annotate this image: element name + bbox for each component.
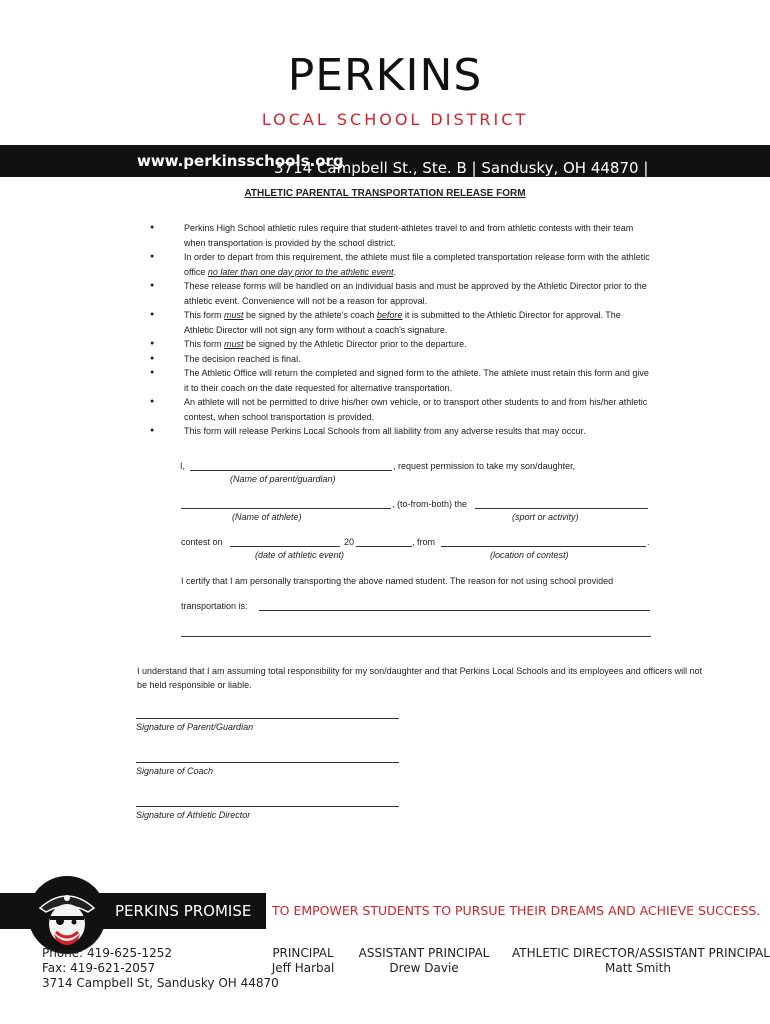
to-from-both-text: , (to-from-both) the [392,499,468,509]
rule-bullet-item [150,308,650,337]
rule-text-segment: The decision reached is final. [184,353,301,364]
mission-statement: TO EMPOWER STUDENTS TO PURSUE THEIR DREAMS AND ACHIEVE SUCCESS. [272,903,761,918]
mailing-address: 3714 Campbell St, Sandusky OH 44870 [42,976,279,990]
rule-text-segment: no later than one day prior to the athletic event [207,266,394,277]
parent-signature-label: Signature of Parent/Guardian [136,722,254,732]
rule-text-segment: The Athletic Office will return the completed and signed form to the athlete. The athlete must retain this form and give it to their coach on the date requested for alternative transportation. [184,368,649,393]
fax-number: Fax: 419-621-2057 [42,961,156,975]
phone-number: Phone: 419-625-1252 [42,946,173,960]
rule-text-segment: . [393,266,396,277]
sport-caption: (sport or activity) [512,512,579,522]
rule-text-segment: An athlete will not be permitted to drive his/her own vehicle, or to transport other students to and from his/her athletic contest, when school transportation is provided. [184,397,648,422]
rule-bullet-item [150,279,650,308]
date-field[interactable] [230,536,340,547]
year-prefix: 20 [344,537,355,547]
rule-bullet-item [150,424,650,439]
rule-text-segment: be signed by the Athletic Director prior to the departure. [243,339,467,349]
transportation-reason-field-2[interactable] [181,626,651,637]
athletic-director-name: Matt Smith [605,961,671,975]
rule-text-segment: Perkins High School athletic rules require that student-athletes travel to and from athletic contests with their team when transportation is provided by the school district. [184,223,634,248]
coach-signature-line[interactable] [136,752,399,763]
website-link[interactable]: www.perkinsschools.org [137,152,344,170]
request-line [180,461,185,471]
principal-name: Jeff Harbal [271,961,335,975]
date-caption: (date of athletic event) [255,550,345,560]
parent-caption: (Name of parent/guardian) [230,474,336,484]
rule-bullet-item [150,337,650,352]
certify-text: I certify that I am personally transporting the above named student. The reason for not using school provided [181,576,614,586]
pirate-mascot-graphic [28,876,106,954]
transportation-reason-field[interactable] [259,600,650,611]
address-band [0,145,770,177]
sport-field[interactable] [475,498,648,509]
coach-signature-label: Signature of Coach [136,766,214,776]
rule-text-segment: before [376,310,403,320]
from-label: , from [412,537,436,547]
athletic-director-signature-line[interactable] [136,796,399,807]
rule-text-segment: This form [184,339,225,349]
athletic-director-block [512,946,770,976]
athletic-director-role: ATHLETIC DIRECTOR/ASSISTANT PRINCIPAL [512,946,770,960]
rule-text-segment: be signed by the athlete's coach [243,310,377,320]
location-caption: (location of contest) [490,550,569,560]
perkins-promise-label: PERKINS PROMISE [115,902,252,920]
permission-text: , request permission to take my son/daughter, [393,461,576,471]
contact-info [42,946,279,991]
athlete-name-field[interactable] [181,498,391,509]
rule-text-segment: must [224,339,244,349]
district-logo-subtitle: LOCAL SCHOOL DISTRICT [261,110,529,129]
year-field[interactable] [356,536,412,547]
athletic-director-signature-label: Signature of Athletic Director [136,810,251,820]
principal-block [268,946,338,976]
rules-list [150,221,650,439]
i-label: I, [180,461,186,471]
form-title: ATHLETIC PARENTAL TRANSPORTATION RELEASE FORM [244,188,526,199]
parent-name-field[interactable] [190,460,392,471]
parent-signature-line[interactable] [136,708,399,719]
location-period: . [647,537,650,547]
rule-bullet-item [150,395,650,424]
rule-bullet-item [150,352,650,367]
location-field[interactable] [441,536,646,547]
athlete-caption: (Name of athlete) [232,512,302,522]
pirate-mascot-icon [28,876,106,954]
rule-text-segment: must [224,310,244,320]
rule-text-segment: it is submitted to the Athletic Director for approval. The Athletic Director will not sign any form without a coach's signature. [184,310,621,335]
rule-bullet-item [150,250,650,279]
contest-on-label: contest on [181,537,223,547]
assistant-principal-block [356,946,492,976]
address-text: 3714 Campbell St., Ste. B | Sandusky, OH 44870 | [274,159,649,177]
rule-text-segment: This form [184,310,225,320]
rule-text-segment: These release forms will be handled on an individual basis and must be approved by the Athletic Director prior to the athletic event. Convenience will not be a reason for approval. [184,281,647,306]
principal-role: PRINCIPAL [272,946,334,960]
rule-text-segment: In order to depart from this requirement, the athlete must file a completed transportation release form with the athletic office [184,252,650,277]
liability-text: I understand that I am assuming total responsibility for my son/daughter and that Perkins Local Schools and its employees and officers will not be held responsible or liable. [137,666,703,690]
rule-bullet-item [150,221,650,250]
transportation-label: transportation is: [181,601,248,611]
district-logo-title: PERKINS [287,50,483,101]
assistant-principal-name: Drew Davie [389,961,459,975]
rule-bullet-item [150,366,650,395]
assistant-principal-role: ASSISTANT PRINCIPAL [358,946,490,960]
rule-text-segment: This form will release Perkins Local Schools from all liability from any adverse results that may occur. [184,426,586,436]
